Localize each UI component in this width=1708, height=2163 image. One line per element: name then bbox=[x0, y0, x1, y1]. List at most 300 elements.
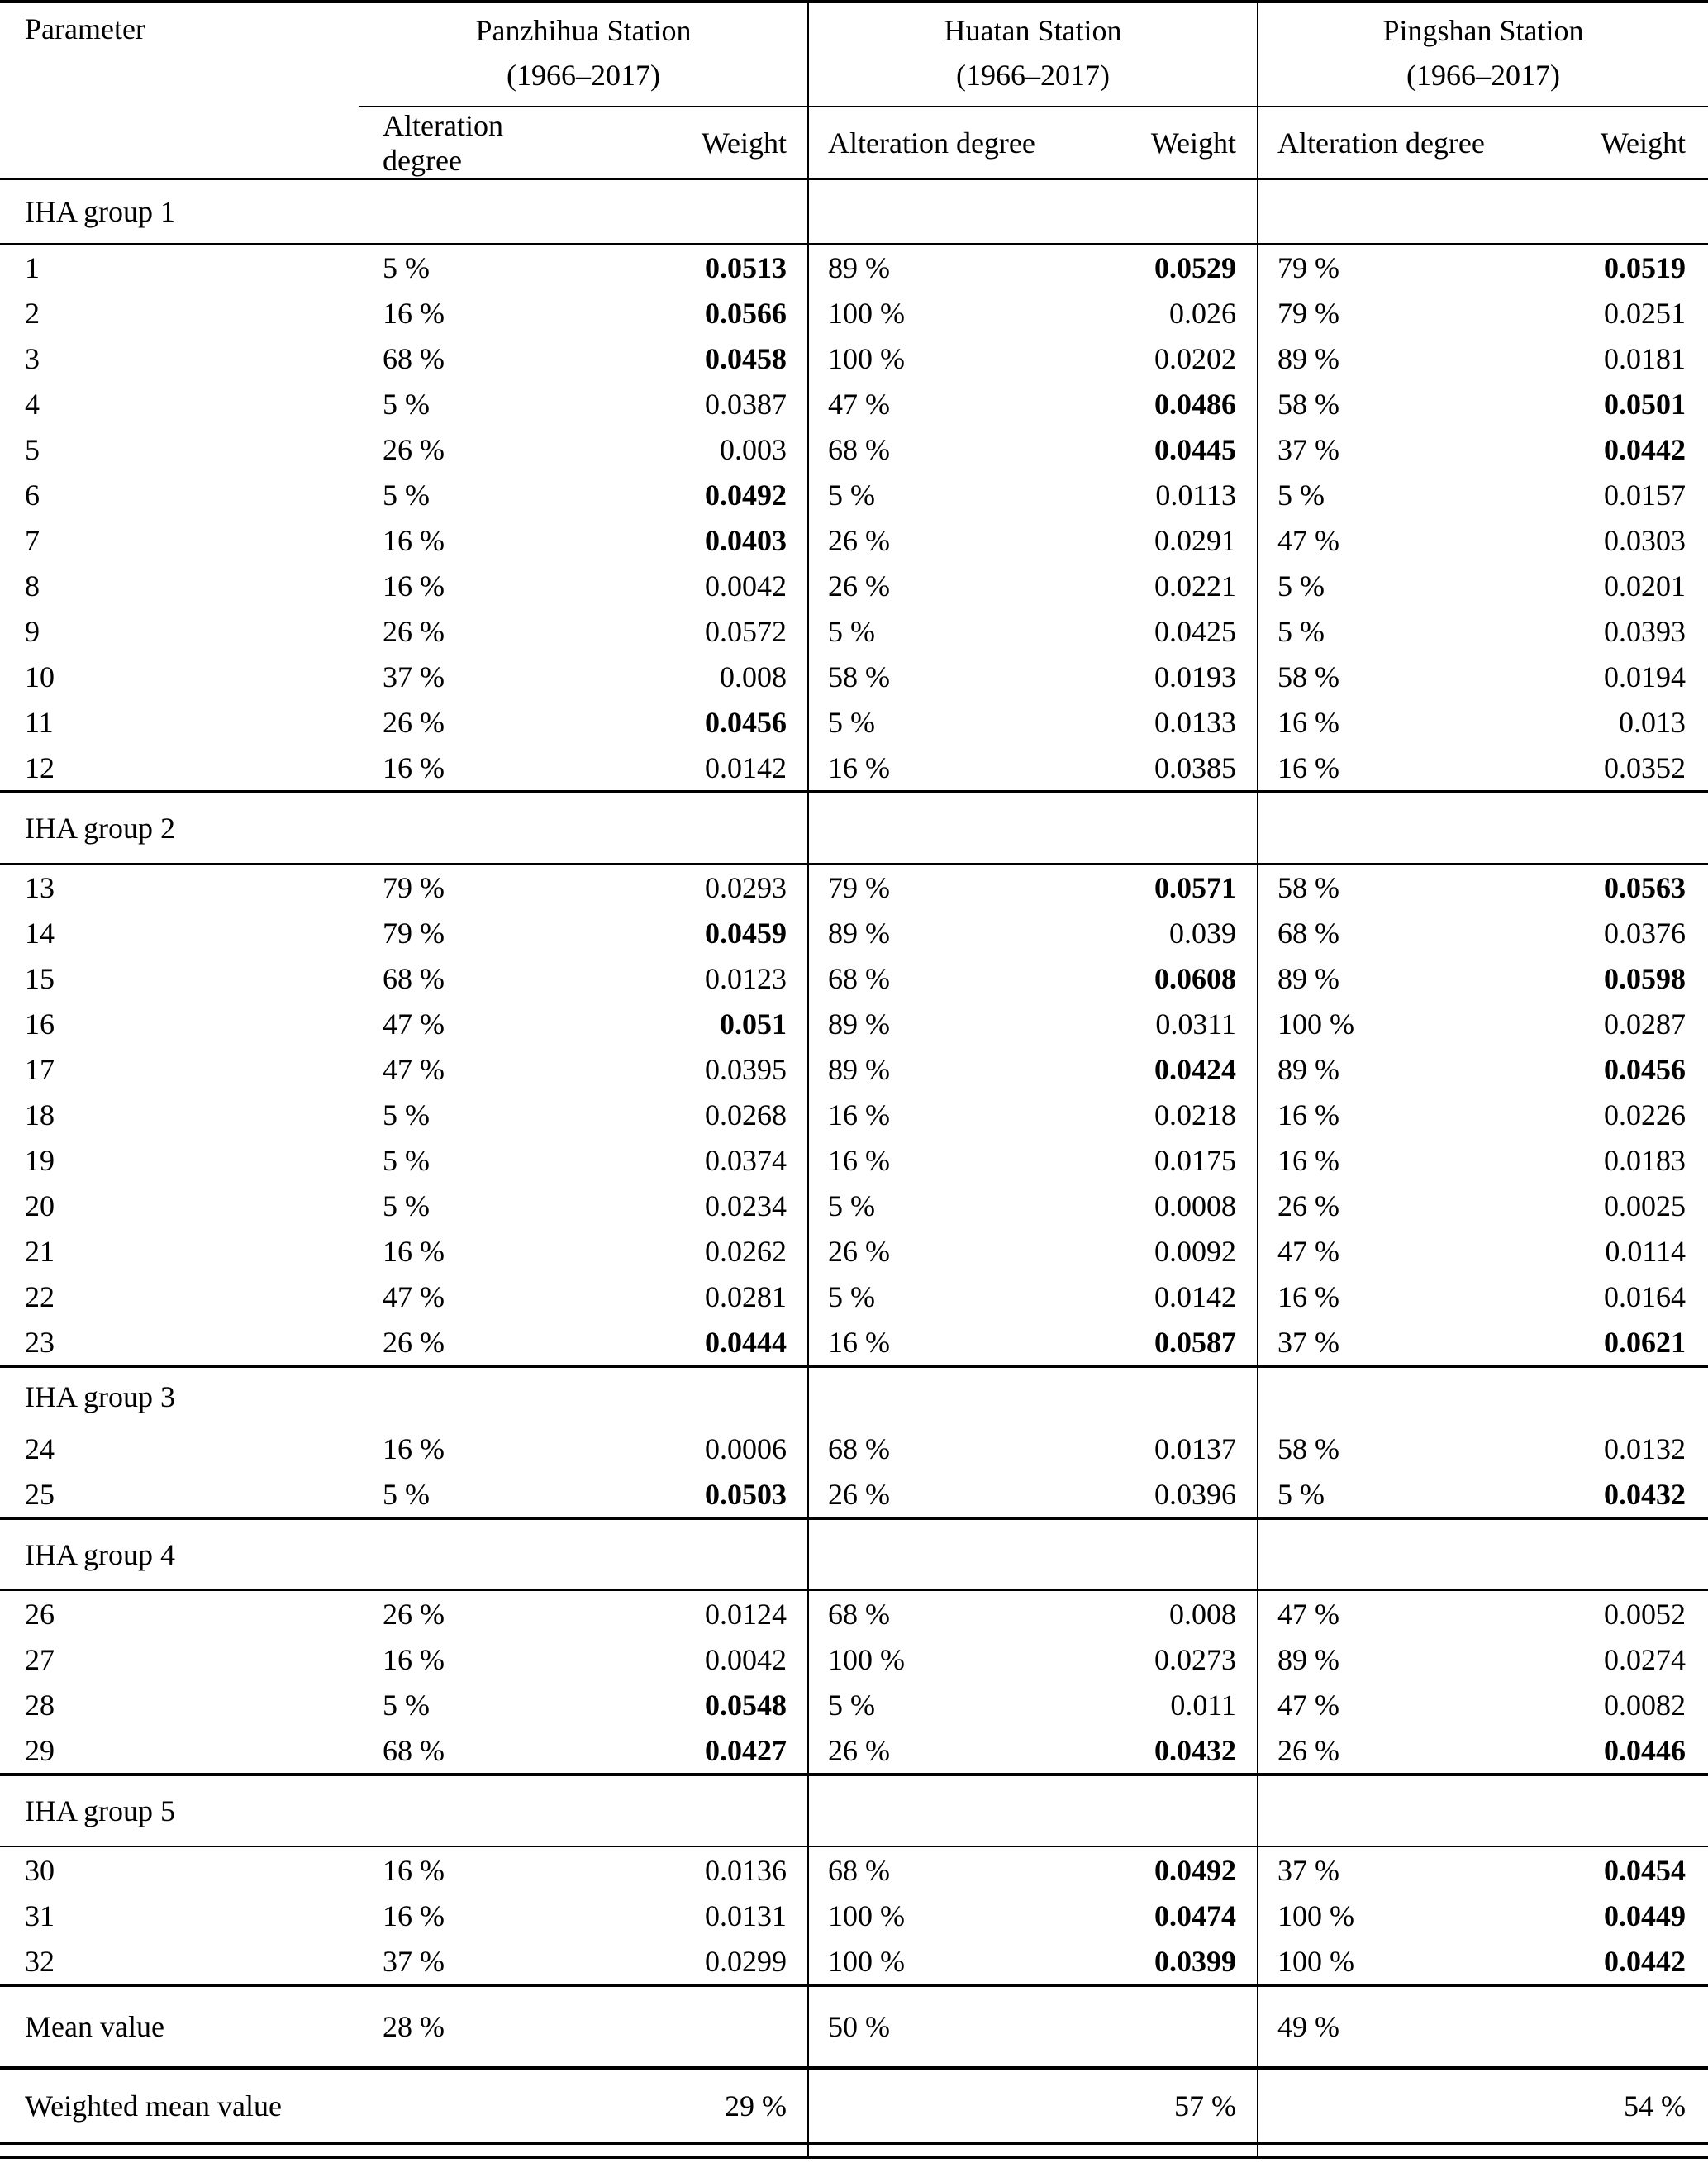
alteration-degree-cell: 26 % bbox=[1257, 1727, 1487, 1773]
table-row bbox=[0, 1183, 1708, 1228]
alteration-degree-cell: 26 % bbox=[807, 1228, 1038, 1274]
weight-cell: 0.0399 bbox=[1154, 1944, 1236, 1978]
group-header-row bbox=[0, 1368, 1708, 1426]
weighted-mean-cell: 57 % bbox=[1174, 2089, 1236, 2123]
weight-cell: 0.0193 bbox=[1154, 660, 1236, 693]
vertical-separator bbox=[1257, 180, 1708, 243]
alteration-degree-cell: 5 % bbox=[383, 1098, 430, 1132]
weight-header: Weight bbox=[1150, 126, 1236, 160]
weight-cell: 0.0403 bbox=[705, 523, 787, 557]
weight-cell: 0.0262 bbox=[705, 1234, 787, 1268]
weight-cell: 0.0042 bbox=[705, 1642, 787, 1676]
alteration-degree-cell: 16 % bbox=[807, 1319, 1038, 1365]
parameter-cell: 32 bbox=[25, 1944, 55, 1978]
alteration-degree-cell: 47 % bbox=[807, 381, 1038, 426]
parameter-cell: 30 bbox=[25, 1853, 55, 1887]
alteration-degree-cell: 68 % bbox=[807, 426, 1038, 472]
parameter-cell: 10 bbox=[25, 660, 55, 693]
weight-cell: 0.0456 bbox=[705, 705, 787, 739]
empty-cell bbox=[1257, 2070, 1487, 2142]
column-header-parameter: Parameter bbox=[25, 12, 145, 45]
mean-value-cell: 49 % bbox=[1257, 1987, 1487, 2066]
alteration-degree-header: Alteration degree bbox=[383, 108, 503, 177]
parameter-cell: 16 bbox=[25, 1007, 55, 1041]
weight-cell: 0.0274 bbox=[1604, 1642, 1686, 1676]
table-row bbox=[0, 955, 1708, 1001]
parameter-cell: 4 bbox=[25, 387, 40, 421]
weight-cell: 0.011 bbox=[1170, 1688, 1236, 1722]
vertical-separator bbox=[1257, 1776, 1708, 1846]
table-row bbox=[0, 1471, 1708, 1517]
weight-cell: 0.0133 bbox=[1154, 705, 1236, 739]
weight-cell: 0.0572 bbox=[705, 614, 787, 648]
weight-cell: 0.0251 bbox=[1604, 296, 1686, 330]
station-name: Panzhihua Station bbox=[475, 14, 692, 47]
table-row bbox=[0, 1001, 1708, 1046]
weight-cell: 0.0092 bbox=[1154, 1234, 1236, 1268]
table-row bbox=[0, 1137, 1708, 1183]
alteration-degree-cell: 26 % bbox=[383, 1597, 445, 1631]
table-row bbox=[0, 745, 1708, 790]
parameter-cell: 9 bbox=[25, 614, 40, 648]
alteration-degree-cell: 68 % bbox=[1257, 910, 1487, 955]
weight-cell: 0.0427 bbox=[705, 1733, 787, 1767]
vertical-separator bbox=[1257, 1368, 1708, 1426]
alteration-degree-cell: 68 % bbox=[383, 961, 445, 995]
table-row bbox=[0, 472, 1708, 517]
alteration-degree-cell: 16 % bbox=[383, 296, 445, 330]
alteration-degree-cell: 5 % bbox=[807, 1183, 1038, 1228]
alteration-degree-cell: 47 % bbox=[1257, 1682, 1487, 1727]
alteration-degree-cell: 16 % bbox=[383, 569, 445, 603]
alteration-degree-cell: 26 % bbox=[807, 517, 1038, 563]
table-row bbox=[0, 1319, 1708, 1365]
weight-cell: 0.0303 bbox=[1604, 523, 1686, 557]
weight-cell: 0.0387 bbox=[705, 387, 787, 421]
weight-cell: 0.0492 bbox=[705, 478, 787, 512]
weight-cell: 0.0442 bbox=[1604, 1944, 1686, 1978]
alteration-degree-cell: 100 % bbox=[807, 1938, 1038, 1984]
vertical-separator bbox=[1257, 793, 1708, 863]
weight-cell: 0.0563 bbox=[1604, 870, 1686, 904]
alteration-degree-cell: 47 % bbox=[1257, 1591, 1487, 1637]
alteration-degree-cell: 16 % bbox=[1257, 1092, 1487, 1137]
empty-cell bbox=[1487, 1987, 1708, 2066]
vertical-separator bbox=[807, 180, 1257, 243]
parameter-cell: 13 bbox=[25, 870, 55, 904]
alteration-degree-cell: 5 % bbox=[1257, 608, 1487, 654]
group-header-row bbox=[0, 793, 1708, 863]
weight-cell: 0.0136 bbox=[705, 1853, 787, 1887]
table-row bbox=[0, 608, 1708, 654]
parameter-cell: 27 bbox=[25, 1642, 55, 1676]
weight-cell: 0.0226 bbox=[1604, 1098, 1686, 1132]
weight-cell: 0.0486 bbox=[1154, 387, 1236, 421]
weight-cell: 0.0008 bbox=[1154, 1189, 1236, 1222]
alteration-degree-cell: 37 % bbox=[1257, 1319, 1487, 1365]
empty-cell bbox=[1038, 1987, 1257, 2066]
alteration-degree-cell: 68 % bbox=[807, 1847, 1038, 1893]
weight-cell: 0.0529 bbox=[1154, 250, 1236, 284]
alteration-degree-cell: 89 % bbox=[1257, 1637, 1487, 1682]
table-row bbox=[0, 336, 1708, 381]
alteration-degree-cell: 5 % bbox=[383, 1189, 430, 1222]
table-row bbox=[0, 1682, 1708, 1727]
alteration-degree-cell: 16 % bbox=[383, 1432, 445, 1465]
table-row bbox=[0, 1637, 1708, 1682]
station-header-panzhihua bbox=[359, 3, 807, 106]
weight-cell: 0.0124 bbox=[705, 1597, 787, 1631]
station-header-row bbox=[0, 3, 1708, 106]
parameter-cell: 29 bbox=[25, 1733, 55, 1767]
alteration-degree-cell: 68 % bbox=[807, 1426, 1038, 1471]
alteration-degree-cell: 100 % bbox=[1257, 1893, 1487, 1938]
table-row bbox=[0, 517, 1708, 563]
vertical-separator bbox=[807, 1520, 1257, 1589]
alteration-degree-cell: 89 % bbox=[1257, 336, 1487, 381]
alteration-degree-cell: 47 % bbox=[1257, 1228, 1487, 1274]
alteration-degree-cell: 5 % bbox=[383, 1143, 430, 1177]
weight-cell: 0.0291 bbox=[1154, 523, 1236, 557]
parameter-cell: 22 bbox=[25, 1279, 55, 1313]
table-row bbox=[0, 654, 1708, 699]
weight-cell: 0.0519 bbox=[1604, 250, 1686, 284]
group-label: IHA group 4 bbox=[25, 1538, 175, 1571]
table-row bbox=[0, 1893, 1708, 1938]
weight-cell: 0.0131 bbox=[705, 1899, 787, 1932]
station-name: Pingshan Station bbox=[1382, 14, 1584, 47]
weight-cell: 0.0501 bbox=[1604, 387, 1686, 421]
table-row bbox=[0, 1847, 1708, 1893]
table-row bbox=[0, 1046, 1708, 1092]
weight-cell: 0.0175 bbox=[1154, 1143, 1236, 1177]
alteration-degree-header: Alteration degree bbox=[1257, 107, 1487, 178]
parameter-cell: 17 bbox=[25, 1052, 55, 1086]
weight-cell: 0.0442 bbox=[1604, 432, 1686, 466]
weight-cell: 0.0587 bbox=[1154, 1325, 1236, 1359]
alteration-degree-cell: 100 % bbox=[807, 1637, 1038, 1682]
alteration-degree-cell: 26 % bbox=[807, 1727, 1038, 1773]
weight-cell: 0.0459 bbox=[705, 916, 787, 950]
weight-cell: 0.0456 bbox=[1604, 1052, 1686, 1086]
parameter-cell: 15 bbox=[25, 961, 55, 995]
weight-cell: 0.008 bbox=[1169, 1597, 1236, 1631]
alteration-degree-cell: 89 % bbox=[807, 1001, 1038, 1046]
alteration-degree-cell: 37 % bbox=[1257, 1847, 1487, 1893]
vertical-separator bbox=[807, 2145, 1257, 2156]
table-body bbox=[0, 180, 1708, 1984]
bottom-rule bbox=[0, 2156, 1708, 2159]
weight-cell: 0.0424 bbox=[1154, 1052, 1236, 1086]
alteration-degree-cell: 16 % bbox=[383, 1642, 445, 1676]
alteration-degree-cell: 58 % bbox=[1257, 865, 1487, 910]
weight-cell: 0.0444 bbox=[705, 1325, 787, 1359]
weight-cell: 0.0218 bbox=[1154, 1098, 1236, 1132]
alteration-degree-header: Alteration degree bbox=[807, 107, 1038, 178]
table-row bbox=[0, 290, 1708, 336]
parameter-cell: 25 bbox=[25, 1477, 55, 1511]
alteration-degree-cell: 47 % bbox=[383, 1279, 445, 1313]
alteration-degree-cell: 16 % bbox=[807, 1092, 1038, 1137]
alteration-degree-cell: 5 % bbox=[1257, 563, 1487, 608]
weight-cell: 0.0299 bbox=[705, 1944, 787, 1978]
alteration-degree-cell: 26 % bbox=[807, 1471, 1038, 1517]
alteration-degree-cell: 16 % bbox=[1257, 745, 1487, 790]
parameter-cell: 31 bbox=[25, 1899, 55, 1932]
weight-cell: 0.0281 bbox=[705, 1279, 787, 1313]
alteration-degree-cell: 58 % bbox=[807, 654, 1038, 699]
table-row bbox=[0, 1426, 1708, 1471]
alteration-degree-cell: 5 % bbox=[1257, 472, 1487, 517]
table-row bbox=[0, 1591, 1708, 1637]
weight-cell: 0.013 bbox=[1619, 705, 1686, 739]
weight-cell: 0.0449 bbox=[1604, 1899, 1686, 1932]
parameter-cell: 26 bbox=[25, 1597, 55, 1631]
weight-cell: 0.051 bbox=[720, 1007, 787, 1041]
alteration-degree-cell: 5 % bbox=[807, 1274, 1038, 1319]
alteration-degree-cell: 89 % bbox=[807, 245, 1038, 290]
alteration-degree-cell: 16 % bbox=[383, 523, 445, 557]
vertical-separator bbox=[807, 1368, 1257, 1426]
weight-cell: 0.0445 bbox=[1154, 432, 1236, 466]
weight-cell: 0.0395 bbox=[705, 1052, 787, 1086]
table-row bbox=[0, 245, 1708, 290]
empty-cell bbox=[359, 2070, 588, 2142]
alteration-degree-cell: 5 % bbox=[383, 387, 430, 421]
alteration-degree-cell: 100 % bbox=[807, 1893, 1038, 1938]
weighted-mean-cell: 29 % bbox=[725, 2089, 787, 2123]
weight-cell: 0.0142 bbox=[1154, 1279, 1236, 1313]
weight-cell: 0.0123 bbox=[705, 961, 787, 995]
weight-cell: 0.0385 bbox=[1154, 750, 1236, 784]
weight-cell: 0.0164 bbox=[1604, 1279, 1686, 1313]
weight-cell: 0.0113 bbox=[1155, 478, 1236, 512]
alteration-degree-cell: 26 % bbox=[383, 1325, 445, 1359]
weight-cell: 0.0474 bbox=[1154, 1899, 1236, 1932]
alteration-degree-cell: 5 % bbox=[807, 608, 1038, 654]
alteration-degree-cell: 100 % bbox=[1257, 1938, 1487, 1984]
weight-cell: 0.0142 bbox=[705, 750, 787, 784]
alteration-degree-cell: 5 % bbox=[383, 478, 430, 512]
alteration-degree-cell: 37 % bbox=[1257, 426, 1487, 472]
alteration-degree-cell: 26 % bbox=[383, 614, 445, 648]
parameter-cell: 8 bbox=[25, 569, 40, 603]
group-header-row bbox=[0, 180, 1708, 243]
table-row bbox=[0, 699, 1708, 745]
weight-cell: 0.0503 bbox=[705, 1477, 787, 1511]
mean-value-cell: 50 % bbox=[807, 1987, 1038, 2066]
weight-cell: 0.0608 bbox=[1154, 961, 1236, 995]
vertical-separator bbox=[807, 1776, 1257, 1846]
weight-cell: 0.0425 bbox=[1154, 614, 1236, 648]
weight-cell: 0.0137 bbox=[1154, 1432, 1236, 1465]
vertical-separator bbox=[1257, 2145, 1708, 2156]
parameter-cell: 20 bbox=[25, 1189, 55, 1222]
alteration-degree-cell: 16 % bbox=[807, 745, 1038, 790]
weight-cell: 0.0492 bbox=[1154, 1853, 1236, 1887]
alteration-degree-cell: 68 % bbox=[807, 955, 1038, 1001]
alteration-degree-cell: 16 % bbox=[383, 1899, 445, 1932]
mean-value-row bbox=[0, 1987, 1708, 2066]
weight-cell: 0.0157 bbox=[1604, 478, 1686, 512]
table-row bbox=[0, 1938, 1708, 1984]
alteration-degree-cell: 16 % bbox=[383, 750, 445, 784]
table-row bbox=[0, 865, 1708, 910]
weight-cell: 0.0181 bbox=[1604, 341, 1686, 375]
alteration-degree-cell: 79 % bbox=[807, 865, 1038, 910]
weight-cell: 0.0201 bbox=[1604, 569, 1686, 603]
group-label: IHA group 5 bbox=[25, 1794, 175, 1827]
weight-header: Weight bbox=[1600, 126, 1686, 160]
station-header-pingshan bbox=[1257, 3, 1708, 106]
alteration-degree-cell: 79 % bbox=[383, 916, 445, 950]
station-period: (1966–2017) bbox=[1406, 59, 1560, 92]
weight-cell: 0.0183 bbox=[1604, 1143, 1686, 1177]
group-label: IHA group 2 bbox=[25, 812, 175, 845]
alteration-degree-cell: 100 % bbox=[1257, 1001, 1487, 1046]
weight-cell: 0.039 bbox=[1169, 916, 1236, 950]
weight-cell: 0.008 bbox=[720, 660, 787, 693]
weight-cell: 0.0273 bbox=[1154, 1642, 1236, 1676]
parameter-cell: 7 bbox=[25, 523, 40, 557]
alteration-degree-cell: 16 % bbox=[807, 1137, 1038, 1183]
weight-cell: 0.0132 bbox=[1604, 1432, 1686, 1465]
parameter-cell: 28 bbox=[25, 1688, 55, 1722]
alteration-degree-cell: 26 % bbox=[807, 563, 1038, 608]
group-label: IHA group 3 bbox=[25, 1380, 175, 1413]
alteration-degree-cell: 16 % bbox=[1257, 699, 1487, 745]
alteration-degree-cell: 47 % bbox=[383, 1007, 445, 1041]
weight-cell: 0.0454 bbox=[1604, 1853, 1686, 1887]
alteration-degree-cell: 89 % bbox=[1257, 1046, 1487, 1092]
parameter-cell: 24 bbox=[25, 1432, 55, 1465]
weight-cell: 0.0571 bbox=[1154, 870, 1236, 904]
alteration-degree-cell: 89 % bbox=[1257, 955, 1487, 1001]
weighted-mean-label: Weighted mean value bbox=[25, 2089, 282, 2123]
weight-cell: 0.0194 bbox=[1604, 660, 1686, 693]
alteration-degree-cell: 47 % bbox=[383, 1052, 445, 1086]
weight-cell: 0.0311 bbox=[1155, 1007, 1236, 1041]
weight-cell: 0.0566 bbox=[705, 296, 787, 330]
weight-cell: 0.0221 bbox=[1154, 569, 1236, 603]
weight-cell: 0.0293 bbox=[705, 870, 787, 904]
table-row bbox=[0, 1727, 1708, 1773]
table-row bbox=[0, 563, 1708, 608]
alteration-degree-cell: 5 % bbox=[807, 472, 1038, 517]
weight-cell: 0.0352 bbox=[1604, 750, 1686, 784]
table-row bbox=[0, 1274, 1708, 1319]
parameter-cell: 14 bbox=[25, 916, 55, 950]
weight-cell: 0.0374 bbox=[705, 1143, 787, 1177]
weight-cell: 0.0458 bbox=[705, 341, 787, 375]
parameter-cell: 1 bbox=[25, 250, 40, 284]
alteration-degree-cell: 58 % bbox=[1257, 381, 1487, 426]
table-row bbox=[0, 910, 1708, 955]
parameter-cell: 21 bbox=[25, 1234, 55, 1268]
weight-cell: 0.026 bbox=[1169, 296, 1236, 330]
alteration-degree-cell: 100 % bbox=[807, 336, 1038, 381]
group-label: IHA group 1 bbox=[25, 195, 175, 228]
mean-value-label: Mean value bbox=[25, 2010, 164, 2043]
alteration-degree-cell: 79 % bbox=[1257, 290, 1487, 336]
empty-cell bbox=[0, 2145, 807, 2156]
weight-cell: 0.0621 bbox=[1604, 1325, 1686, 1359]
group-header-row bbox=[0, 1776, 1708, 1846]
weight-cell: 0.0082 bbox=[1604, 1688, 1686, 1722]
weight-cell: 0.0114 bbox=[1605, 1234, 1686, 1268]
alteration-degree-cell: 89 % bbox=[807, 910, 1038, 955]
bottom-rule-gap bbox=[0, 2145, 1708, 2156]
alteration-degree-cell: 89 % bbox=[807, 1046, 1038, 1092]
weighted-mean-row bbox=[0, 2070, 1708, 2142]
station-name: Huatan Station bbox=[944, 14, 1122, 47]
alteration-degree-cell: 5 % bbox=[807, 1682, 1038, 1727]
vertical-separator bbox=[1257, 1520, 1708, 1589]
parameter-cell: 18 bbox=[25, 1098, 55, 1132]
empty-cell bbox=[588, 1987, 807, 2066]
alteration-degree-cell: 5 % bbox=[383, 1688, 430, 1722]
parameter-cell: 23 bbox=[25, 1325, 55, 1359]
parameter-cell: 3 bbox=[25, 341, 40, 375]
weight-cell: 0.0598 bbox=[1604, 961, 1686, 995]
table-row bbox=[0, 1092, 1708, 1137]
subcolumn-header-row bbox=[0, 107, 1708, 178]
parameter-cell: 12 bbox=[25, 750, 55, 784]
station-header-huatan bbox=[807, 3, 1257, 106]
table-row bbox=[0, 381, 1708, 426]
parameter-cell: 2 bbox=[25, 296, 40, 330]
weight-cell: 0.0042 bbox=[705, 569, 787, 603]
empty-cell bbox=[807, 2070, 1038, 2142]
alteration-degree-cell: 100 % bbox=[807, 290, 1038, 336]
weight-cell: 0.0432 bbox=[1604, 1477, 1686, 1511]
weight-cell: 0.0376 bbox=[1604, 916, 1686, 950]
alteration-degree-cell: 68 % bbox=[383, 1733, 445, 1767]
weight-cell: 0.0025 bbox=[1604, 1189, 1686, 1222]
group-header-row bbox=[0, 1520, 1708, 1589]
alteration-degree-cell: 47 % bbox=[1257, 517, 1487, 563]
alteration-degree-cell: 58 % bbox=[1257, 1426, 1487, 1471]
weight-header: Weight bbox=[701, 126, 787, 160]
alteration-degree-cell: 37 % bbox=[383, 660, 445, 693]
weight-cell: 0.0396 bbox=[1154, 1477, 1236, 1511]
alteration-degree-cell: 5 % bbox=[1257, 1471, 1487, 1517]
alteration-degree-cell: 5 % bbox=[383, 1477, 430, 1511]
station-period: (1966–2017) bbox=[956, 59, 1110, 92]
parameter-cell: 19 bbox=[25, 1143, 55, 1177]
table-row bbox=[0, 426, 1708, 472]
vertical-separator bbox=[807, 793, 1257, 863]
weight-cell: 0.0202 bbox=[1154, 341, 1236, 375]
alteration-degree-cell: 26 % bbox=[383, 432, 445, 466]
weight-cell: 0.0446 bbox=[1604, 1733, 1686, 1767]
alteration-degree-cell: 68 % bbox=[807, 1591, 1038, 1637]
alteration-degree-cell: 5 % bbox=[383, 250, 430, 284]
weight-cell: 0.0234 bbox=[705, 1189, 787, 1222]
weight-cell: 0.0393 bbox=[1604, 614, 1686, 648]
parameter-cell: 11 bbox=[25, 705, 54, 739]
weighted-mean-cell: 54 % bbox=[1624, 2089, 1686, 2123]
alteration-degree-cell: 16 % bbox=[1257, 1274, 1487, 1319]
parameter-cell: 5 bbox=[25, 432, 40, 466]
alteration-degree-cell: 16 % bbox=[383, 1853, 445, 1887]
alteration-degree-cell: 79 % bbox=[1257, 245, 1487, 290]
alteration-degree-cell: 26 % bbox=[1257, 1183, 1487, 1228]
weight-cell: 0.0052 bbox=[1604, 1597, 1686, 1631]
station-period: (1966–2017) bbox=[507, 59, 660, 92]
empty-header-cell bbox=[0, 107, 359, 178]
weight-cell: 0.0287 bbox=[1604, 1007, 1686, 1041]
